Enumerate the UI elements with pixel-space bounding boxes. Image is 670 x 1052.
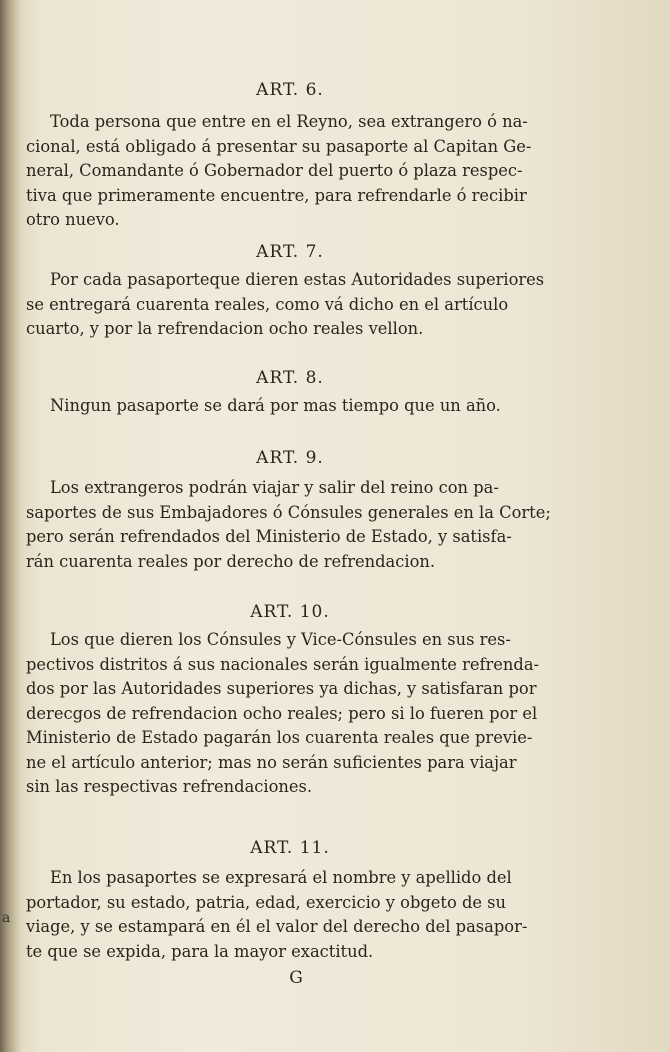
paragraph-line: otro nuevo. — [26, 210, 120, 229]
paragraph-line: cuarto, y por la refrendacion ocho reales vellon. — [26, 319, 424, 338]
paragraph-line: ne el artículo anterior; mas no serán suficientes para viajar — [26, 752, 517, 772]
article-paragraph — [26, 110, 551, 233]
article-paragraph — [26, 268, 551, 342]
paragraph-line: dos por las Autoridades superiores ya dichas, y satisfaran por — [26, 679, 537, 698]
paragraph-line: pectivos distritos á sus nacionales serán igualmente refrenda- — [26, 654, 540, 674]
article-paragraph — [26, 394, 551, 419]
paragraph-line: portador, su estado, patria, edad, exercicio y obgeto de su — [26, 892, 507, 912]
book-gutter-shadow — [0, 0, 22, 1052]
paragraph-line: tiva que primeramente encuentre, para refrendarle ó recibir — [26, 185, 527, 205]
paragraph-line: rán cuarenta reales por derecho de refrendacion. — [26, 551, 436, 571]
paragraph-line: Toda persona que entre en el Reyno, sea extrangero ó na- — [50, 112, 528, 131]
paragraph-line: Ningun pasaporte se dará por mas tiempo que un año. — [50, 396, 501, 415]
paragraph-line: se entregará cuarenta reales, como vá dicho en el artículo — [26, 294, 509, 314]
paragraph-line: Los extrangeros podrán viajar y salir del reino con pa- — [50, 478, 499, 497]
article-heading: ART. 8. — [256, 368, 324, 388]
article-heading: ART. 7. — [256, 242, 324, 262]
paragraph-line: te que se expida, para la mayor exactitud. — [26, 941, 374, 961]
article-heading: ART. 6. — [256, 80, 324, 100]
paragraph-line: neral, Comandante ó Gobernador del puerto ó plaza respec- — [26, 161, 523, 180]
paragraph-line: viage, y se estampará en él el valor del derecho del pasapor- — [26, 917, 528, 936]
paragraph-line: derecgos de refrendacion ocho reales; pero si lo fueren por el — [26, 703, 538, 723]
margin-mark: a — [2, 910, 11, 926]
paragraph-line: cional, está obligado á presentar su pasaporte al Capitan Ge- — [26, 136, 532, 156]
article-heading: ART. 9. — [256, 448, 324, 468]
article-heading: ART. 11. — [250, 838, 330, 858]
signature-mark: G — [289, 968, 303, 988]
paragraph-line: Ministerio de Estado pagarán los cuarenta reales que previe- — [26, 728, 533, 747]
paragraph-line: saportes de sus Embajadores ó Cónsules generales en la Corte; — [26, 502, 551, 522]
article-heading: ART. 10. — [250, 602, 330, 622]
paragraph-line: pero serán refrendados del Ministerio de Estado, y satisfa- — [26, 527, 512, 546]
article-paragraph — [26, 476, 551, 574]
paragraph-line: sin las respectivas refrendaciones. — [26, 777, 313, 796]
paragraph-line: En los pasaportes se expresará el nombre y apellido del — [50, 868, 512, 887]
paragraph-line: Los que dieren los Cónsules y Vice-Cónsules en sus res- — [50, 630, 511, 649]
article-paragraph — [26, 628, 551, 800]
paragraph-line: Por cada pasaporteque dieren estas Autoridades superiores — [50, 270, 545, 289]
article-paragraph — [26, 866, 551, 964]
